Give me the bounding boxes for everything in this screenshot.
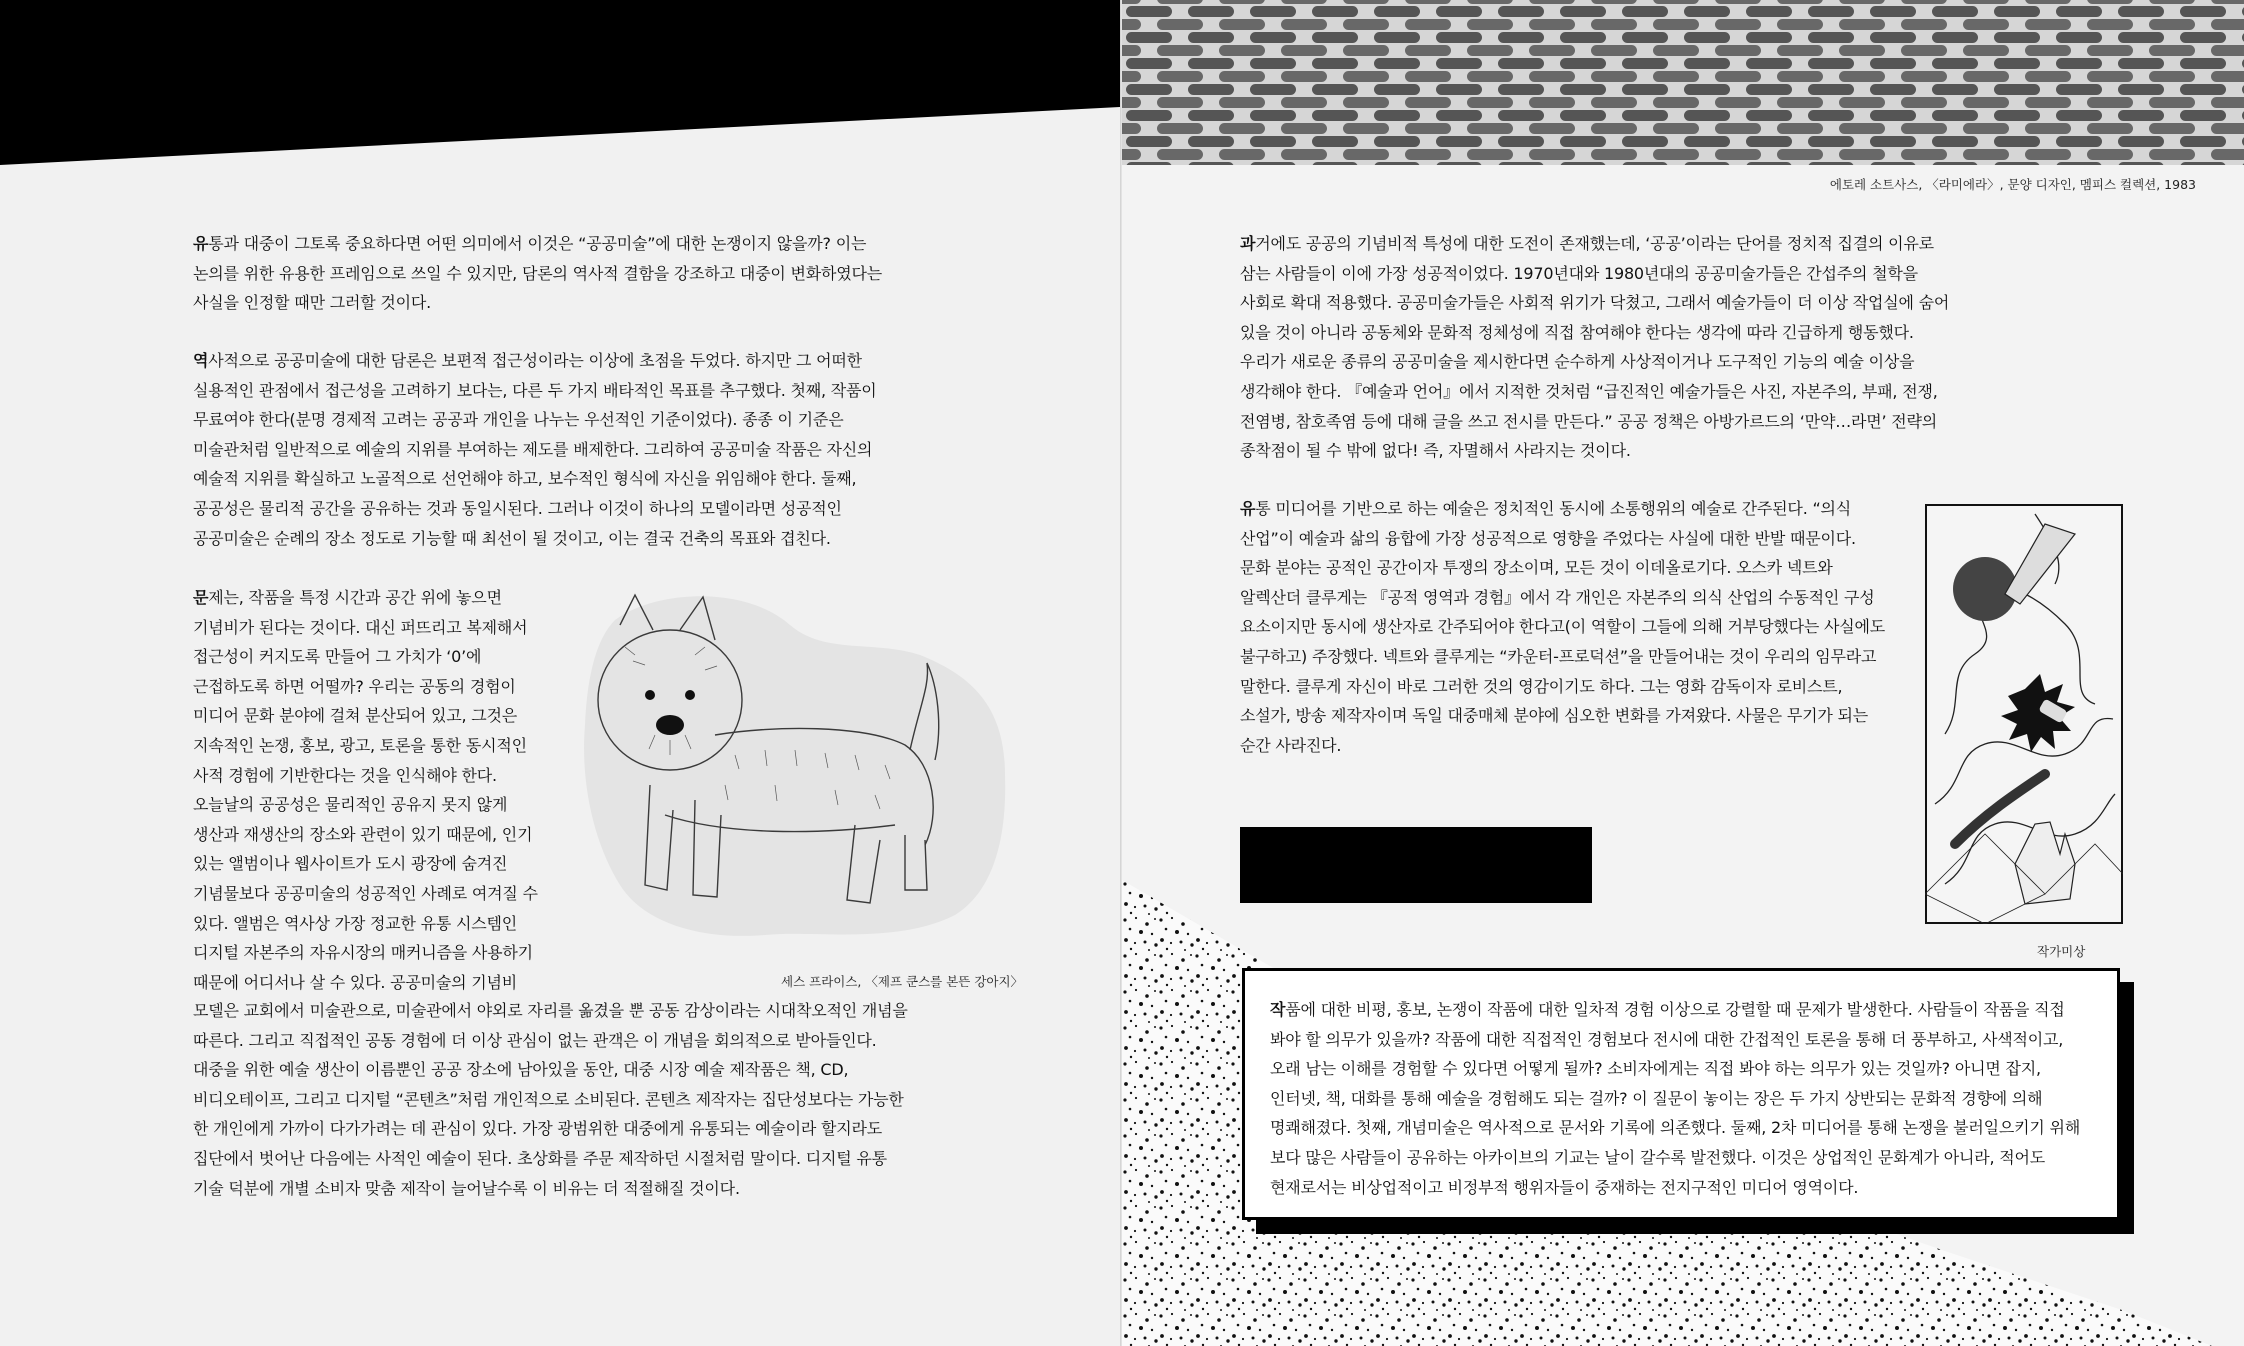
illustration-caption: 작가미상 [2037,944,2086,959]
text-line: 모델은 교회에서 미술관으로, 미술관에서 야외로 자리를 옮겼을 뿐 공동 감상이라는 시대착오적인 개념을 [193,1001,908,1020]
text-line: 공공성은 물리적 공간을 공유하는 것과 동일시된다. 그러나 이것이 하나의 모델이라면 성공적인 [193,498,842,518]
text-line: 있다. 앨범은 역사상 가장 정교한 유통 시스템인 [193,913,518,933]
right-paragraph-2 [1240,494,1885,760]
drop-lead-letter: 작 [1270,1000,1286,1019]
text-line: 따른다. 그리고 직접적인 공동 경험에 더 이상 관심이 없는 관객은 이 개념을 회의적으로 받아들인다. [193,1030,877,1050]
text-line: 때문에 어디서나 살 수 있다. 공공미술의 기념비 [193,972,518,992]
left-page [0,0,1120,1346]
text-line: 한 개인에게 가까이 다가가려는 데 관심이 있다. 가장 광범위한 대중에게 유통되는 예술이라 할지라도 [193,1119,883,1139]
pattern-caption: 에토레 소트사스, 〈라미에라〉, 문양 디자인, 멤피스 컬렉션, 1983 [1829,177,2196,192]
text-line: 사적 경험에 기반한다는 것을 인식해야 한다. [193,765,497,785]
text-line: 예술적 지위를 확실하고 노골적으로 선언해야 하고, 보수적인 형식에 자신을 위임해야 한다. 둘째, [193,469,857,489]
text-line: 명쾌해졌다. 첫째, 개념미술은 역사적으로 문서와 기록에 의존했다. 둘째, 2차 미디어를 통해 논쟁을 불러일으키기 위해 [1270,1118,2081,1138]
text-line: 대중을 위한 예술 생산이 이름뿐인 공공 장소에 남아있을 동안, 대중 시장 예술 제작품은 책, CD, [193,1060,849,1080]
boxed-paragraph [1270,995,2080,1202]
text-line: 종착점이 될 수 밖에 없다! 즉, 자멸해서 사라지는 것이다. [1240,441,1631,461]
text-line: 논의를 위한 유용한 프레임으로 쓰일 수 있지만, 담론의 역사적 결함을 강조하고 대중이 변화하였다는 [193,263,883,283]
text-line: 공공미술은 순례의 장소 정도로 기능할 때 최선이 될 것이고, 이는 결국 건축의 목표와 겹친다. [193,528,831,548]
text-line: 비디오테이프, 그리고 디지털 “콘텐츠”처럼 개인적으로 소비된다. 콘텐츠 제작자는 집단성보다는 가능한 [193,1089,904,1109]
text-line: 실용적인 관점에서 접근성을 고려하기 보다는, 다른 두 가지 배타적인 목표를 추구했다. 첫째, 작품이 [193,380,877,400]
text-line: 무료여야 한다(분명 경제적 고려는 공공과 개인을 나누는 우선적인 기준이었다). 종종 이 기준은 [193,410,844,430]
text-line: 집단에서 벗어난 다음에는 사적인 예술이 된다. 초상화를 주문 제작하던 시절처럼 말이다. 디지털 유통 [193,1148,887,1168]
text-line: 기념비가 된다는 것이다. 대신 퍼뜨리고 복제해서 [193,617,528,637]
text-line: 산업”이 예술과 삶의 융합에 가장 성공적으로 영향을 주었다는 사실에 대한 반발 때문이다. [1240,528,1856,548]
text-line: 유통 미디어를 기반으로 하는 예술은 정치적인 동시에 소통행위의 예술로 간주된다. “의식 [1240,499,1852,518]
text-line: 유통과 대중이 그토록 중요하다면 어떤 의미에서 이것은 “공공미술”에 대한 논쟁이지 않을까? 이는 [193,234,867,253]
text-line: 전염병, 참호족염 등에 대해 글을 쓰고 전시를 만든다.” 공공 정책은 아방가르드의 ‘만약…라면’ 전략의 [1240,411,1938,431]
text-line: 사회로 확대 적용했다. 공공미술가들은 사회적 위기가 닥쳤고, 그래서 예술가들이 더 이상 작업실에 숨어 [1240,293,1950,313]
text-line: 우리가 새로운 종류의 공공미술을 제시한다면 순수하게 사상적이거나 도구적인 기능의 예술 이상을 [1240,352,1915,372]
right-page [1122,0,2244,1346]
text-line: 있을 것이 아니라 공동체와 문화적 정체성에 직접 참여해야 한다는 생각에 따라 긴급하게 행동했다. [1240,322,1914,342]
text-line: 기념물보다 공공미술의 성공적인 사례로 여겨질 수 [193,883,538,903]
text-line: 있는 앨범이나 웹사이트가 도시 광장에 숨겨진 [193,854,508,874]
text-line: 디지털 자본주의 자유시장의 매커니즘을 사용하기 [193,943,533,963]
text-line: 근접하도록 하면 어떨까? 우리는 공동의 경험이 [193,676,516,696]
text-line: 접근성이 커지도록 만들어 그 가치가 ‘0’에 [193,647,482,667]
black-redaction-bar [1240,827,1592,903]
memphis-pattern-band [1122,0,2244,165]
text-line: 불구하고) 주장했다. 넥트와 클루게는 “카운터-프로덕션”을 만들어내는 것이 우리의 임무라고 [1240,646,1877,666]
text-line: 오래 남는 이해를 경험할 수 있다면 어떻게 될까? 소비자에게는 직접 봐야 하는 의무가 있는 것일까? 아니면 잡지, [1270,1059,2041,1079]
text-line: 순간 사라진다. [1240,735,1342,755]
text-line: 과거에도 공공의 기념비적 특성에 대한 도전이 존재했는데, ‘공공’이라는 단어를 정치적 집결의 이유로 [1240,234,1934,253]
drop-lead-letter: 역 [193,351,209,370]
text-line: 삼는 사람들이 이에 가장 성공적이었다. 1970년대와 1980년대의 공공미술가들은 간섭주의 철학을 [1240,263,1918,283]
drop-lead-letter: 문 [193,588,209,607]
text-line: 보다 많은 사람들이 공유하는 아카이브의 기교는 날이 갈수록 발전했다. 이것은 상업적인 문화계가 아니라, 적어도 [1270,1147,2046,1167]
text-line: 생각해야 한다. 『예술과 언어』에서 지적한 것처럼 “급진적인 예술가들은 사진, 자본주의, 부패, 전쟁, [1240,381,1938,401]
text-line: 문제는, 작품을 특정 시간과 공간 위에 놓으면 [193,588,502,607]
hands-illustration [1925,504,2123,924]
dog-illustration [575,585,1015,955]
text-line: 봐야 할 의무가 있을까? 작품에 대한 직접적인 경험보다 전시에 대한 간접적인 토론을 통해 더 풍부하고, 사색적이고, [1270,1029,2064,1049]
left-paragraph-1 [193,229,882,318]
left-paragraph-2 [193,346,877,553]
text-line: 인터넷, 책, 대화를 통해 예술을 경험해도 되는 걸까? 이 질문이 놓이는 장은 두 가지 상반되는 문화적 경향에 의해 [1270,1088,2043,1108]
text-line: 미술관처럼 일반적으로 예술의 지위를 부여하는 제도를 배제한다. 그리하여 공공미술 작품은 자신의 [193,439,873,459]
text-line: 미디어 문화 분야에 걸쳐 분산되어 있고, 그것은 [193,706,518,726]
text-line: 사실을 인정할 때만 그러할 것이다. [193,293,432,313]
text-line: 역사적으로 공공미술에 대한 담론은 보편적 접근성이라는 이상에 초점을 두었다. 하지만 그 어떠한 [193,351,862,370]
text-line: 요소이지만 동시에 생산자로 간주되어야 한다고(이 역할이 그들에 의해 거부당했다는 사실에도 [1240,617,1886,637]
text-line: 지속적인 논쟁, 홍보, 광고, 토론을 통한 동시적인 [193,735,527,755]
text-line: 오늘날의 공공성은 물리적인 공유지 못지 않게 [193,795,508,815]
black-diagonal-band [0,0,1120,170]
right-paragraph-1 [1240,229,1949,466]
text-line: 말한다. 클루게 자신이 바로 그러한 것의 영감이기도 하다. 그는 영화 감독이자 로비스트, [1240,676,1843,696]
left-paragraph-3-wide [193,996,908,1203]
text-line: 생산과 재생산의 장소와 관련이 있기 때문에, 인기 [193,824,533,844]
drop-lead-letter: 유 [193,234,209,253]
text-line: 현재로서는 비상업적이고 비정부적 행위자들이 중재하는 전지구적인 미디어 영역이다. [1270,1177,1859,1197]
text-line: 문화 분야는 공적인 공간이자 투쟁의 장소이며, 모든 것이 이데올로기다. 오스카 넥트와 [1240,558,1833,578]
dog-caption: 세스 프라이스, 〈제프 쿤스를 본뜬 강아지〉 [781,974,1024,989]
text-line: 기술 덕분에 개별 소비자 맞춤 제작이 늘어날수록 이 비유는 더 적절해질 것이다. [193,1178,740,1198]
text-line: 알렉산더 클루게는 『공적 영역과 경험』에서 각 개인은 자본주의 의식 산업의 수동적인 구성 [1240,587,1875,607]
text-line: 소설가, 방송 제작자이며 독일 대중매체 분야에 심오한 변화를 가져왔다. 사물은 무기가 되는 [1240,706,1868,726]
text-line: 작품에 대한 비평, 홍보, 논쟁이 작품에 대한 일차적 경험 이상으로 강렬할 때 문제가 발생한다. 사람들이 작품을 직접 [1270,1000,2065,1019]
drop-lead-letter: 과 [1240,234,1256,253]
left-paragraph-3-narrow [193,583,538,997]
drop-lead-letter: 유 [1240,499,1256,518]
